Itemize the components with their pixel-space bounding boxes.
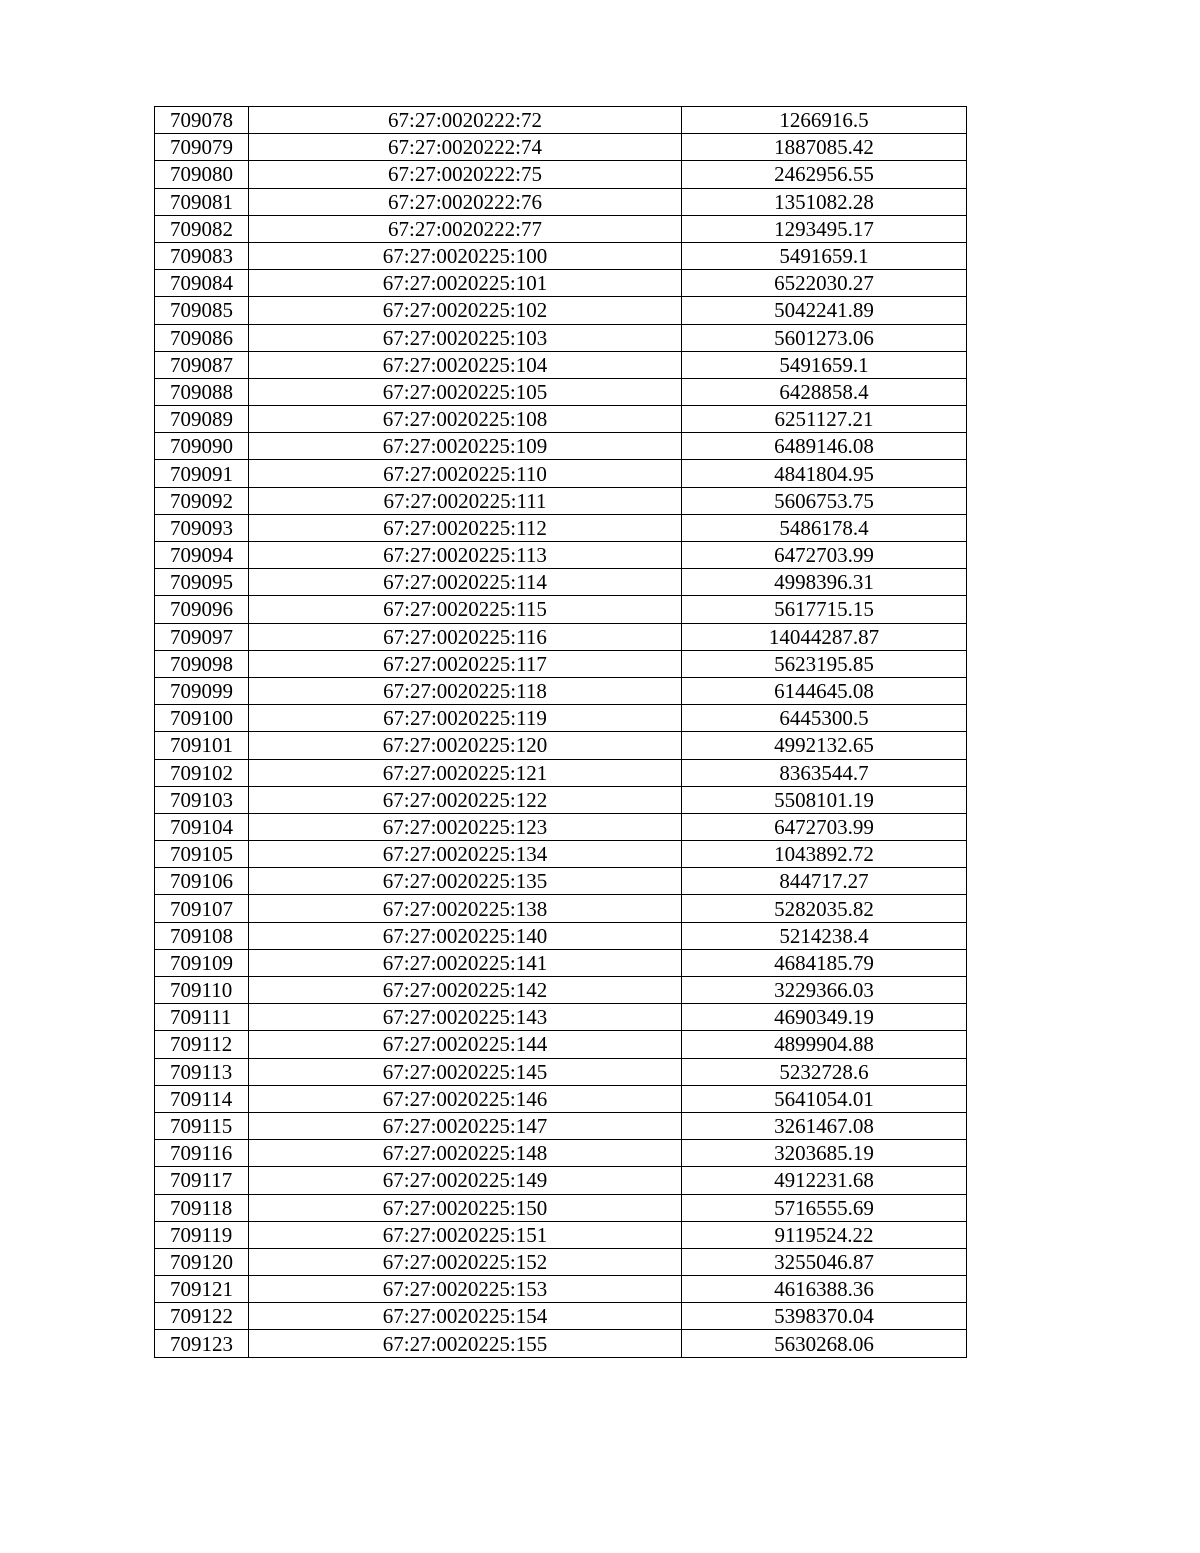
value-cell: 1887085.42 [682, 134, 967, 161]
table-row [155, 732, 967, 759]
cadastral-number-cell: 67:27:0020225:140 [249, 922, 682, 949]
table-row [155, 378, 967, 405]
row-number-cell: 709113 [155, 1058, 249, 1085]
cadastral-number-cell: 67:27:0020222:74 [249, 134, 682, 161]
table-row [155, 215, 967, 242]
row-number-cell: 709115 [155, 1112, 249, 1139]
table-row [155, 134, 967, 161]
table-row [155, 460, 967, 487]
cadastral-number-cell: 67:27:0020225:120 [249, 732, 682, 759]
cadastral-number-cell: 67:27:0020225:142 [249, 977, 682, 1004]
cadastral-number-cell: 67:27:0020225:147 [249, 1112, 682, 1139]
value-cell: 2462956.55 [682, 161, 967, 188]
table-row [155, 1112, 967, 1139]
cadastral-number-cell: 67:27:0020225:134 [249, 841, 682, 868]
row-number-cell: 709081 [155, 188, 249, 215]
table-row [155, 1058, 967, 1085]
value-cell: 3203685.19 [682, 1140, 967, 1167]
row-number-cell: 709116 [155, 1140, 249, 1167]
row-number-cell: 709098 [155, 650, 249, 677]
row-number-cell: 709100 [155, 705, 249, 732]
table-row [155, 1004, 967, 1031]
cadastral-number-cell: 67:27:0020225:114 [249, 569, 682, 596]
value-cell: 1043892.72 [682, 841, 967, 868]
cadastral-number-cell: 67:27:0020225:118 [249, 677, 682, 704]
cadastral-number-cell: 67:27:0020225:110 [249, 460, 682, 487]
row-number-cell: 709107 [155, 895, 249, 922]
row-number-cell: 709119 [155, 1221, 249, 1248]
table-row [155, 1248, 967, 1275]
table-row [155, 1276, 967, 1303]
cadastral-number-cell: 67:27:0020225:149 [249, 1167, 682, 1194]
cadastral-number-cell: 67:27:0020222:75 [249, 161, 682, 188]
table-row [155, 922, 967, 949]
value-cell: 4616388.36 [682, 1276, 967, 1303]
value-cell: 4912231.68 [682, 1167, 967, 1194]
row-number-cell: 709096 [155, 596, 249, 623]
cadastral-number-cell: 67:27:0020225:144 [249, 1031, 682, 1058]
cadastral-number-cell: 67:27:0020225:112 [249, 514, 682, 541]
value-cell: 4992132.65 [682, 732, 967, 759]
cadastral-number-cell: 67:27:0020225:104 [249, 351, 682, 378]
row-number-cell: 709088 [155, 378, 249, 405]
table-row [155, 895, 967, 922]
value-cell: 844717.27 [682, 868, 967, 895]
row-number-cell: 709086 [155, 324, 249, 351]
table-row [155, 596, 967, 623]
value-cell: 5232728.6 [682, 1058, 967, 1085]
row-number-cell: 709108 [155, 922, 249, 949]
row-number-cell: 709085 [155, 297, 249, 324]
value-cell: 5606753.75 [682, 487, 967, 514]
table-row [155, 542, 967, 569]
value-cell: 4841804.95 [682, 460, 967, 487]
table-row [155, 977, 967, 1004]
table-row [155, 514, 967, 541]
cadastral-number-cell: 67:27:0020225:117 [249, 650, 682, 677]
cadastral-number-cell: 67:27:0020225:105 [249, 378, 682, 405]
value-cell: 4998396.31 [682, 569, 967, 596]
row-number-cell: 709102 [155, 759, 249, 786]
row-number-cell: 709103 [155, 786, 249, 813]
value-cell: 8363544.7 [682, 759, 967, 786]
cadastral-number-cell: 67:27:0020225:101 [249, 270, 682, 297]
value-cell: 6445300.5 [682, 705, 967, 732]
table-row [155, 324, 967, 351]
cadastral-number-cell: 67:27:0020225:122 [249, 786, 682, 813]
table-row [155, 759, 967, 786]
value-cell: 3261467.08 [682, 1112, 967, 1139]
cadastral-number-cell: 67:27:0020222:72 [249, 107, 682, 134]
row-number-cell: 709097 [155, 623, 249, 650]
table-row [155, 433, 967, 460]
cadastral-number-cell: 67:27:0020225:109 [249, 433, 682, 460]
table-row [155, 1085, 967, 1112]
value-cell: 5617715.15 [682, 596, 967, 623]
table-row [155, 107, 967, 134]
value-cell: 3229366.03 [682, 977, 967, 1004]
table-row [155, 841, 967, 868]
cadastral-number-cell: 67:27:0020225:100 [249, 242, 682, 269]
row-number-cell: 709080 [155, 161, 249, 188]
value-cell: 6144645.08 [682, 677, 967, 704]
table-body [155, 107, 967, 1358]
row-number-cell: 709089 [155, 406, 249, 433]
cadastral-number-cell: 67:27:0020225:103 [249, 324, 682, 351]
value-cell: 5486178.4 [682, 514, 967, 541]
row-number-cell: 709120 [155, 1248, 249, 1275]
value-cell: 6472703.99 [682, 813, 967, 840]
cadastral-number-cell: 67:27:0020222:77 [249, 215, 682, 242]
value-cell: 5282035.82 [682, 895, 967, 922]
cadastral-number-cell: 67:27:0020222:76 [249, 188, 682, 215]
row-number-cell: 709114 [155, 1085, 249, 1112]
value-cell: 5601273.06 [682, 324, 967, 351]
value-cell: 1266916.5 [682, 107, 967, 134]
value-cell: 5398370.04 [682, 1303, 967, 1330]
table-row [155, 1221, 967, 1248]
value-cell: 4690349.19 [682, 1004, 967, 1031]
cadastral-number-cell: 67:27:0020225:138 [249, 895, 682, 922]
value-cell: 5491659.1 [682, 242, 967, 269]
row-number-cell: 709118 [155, 1194, 249, 1221]
row-number-cell: 709078 [155, 107, 249, 134]
table-row [155, 569, 967, 596]
value-cell: 5630268.06 [682, 1330, 967, 1357]
row-number-cell: 709079 [155, 134, 249, 161]
table-row [155, 1303, 967, 1330]
table-row [155, 623, 967, 650]
value-cell: 6489146.08 [682, 433, 967, 460]
cadastral-number-cell: 67:27:0020225:113 [249, 542, 682, 569]
value-cell: 6251127.21 [682, 406, 967, 433]
value-cell: 4899904.88 [682, 1031, 967, 1058]
table-row [155, 1167, 967, 1194]
table-row [155, 1140, 967, 1167]
table-row [155, 705, 967, 732]
row-number-cell: 709123 [155, 1330, 249, 1357]
row-number-cell: 709084 [155, 270, 249, 297]
table-row [155, 786, 967, 813]
cadastral-number-cell: 67:27:0020225:116 [249, 623, 682, 650]
cadastral-number-cell: 67:27:0020225:155 [249, 1330, 682, 1357]
value-cell: 5491659.1 [682, 351, 967, 378]
value-cell: 5214238.4 [682, 922, 967, 949]
row-number-cell: 709101 [155, 732, 249, 759]
row-number-cell: 709110 [155, 977, 249, 1004]
table-row [155, 949, 967, 976]
table-row [155, 351, 967, 378]
table-row [155, 868, 967, 895]
cadastral-number-cell: 67:27:0020225:119 [249, 705, 682, 732]
value-cell: 5508101.19 [682, 786, 967, 813]
row-number-cell: 709104 [155, 813, 249, 840]
row-number-cell: 709094 [155, 542, 249, 569]
row-number-cell: 709095 [155, 569, 249, 596]
value-cell: 14044287.87 [682, 623, 967, 650]
cadastral-number-cell: 67:27:0020225:153 [249, 1276, 682, 1303]
row-number-cell: 709117 [155, 1167, 249, 1194]
data-table [154, 106, 967, 1358]
table-row [155, 1330, 967, 1357]
row-number-cell: 709121 [155, 1276, 249, 1303]
cadastral-number-cell: 67:27:0020225:151 [249, 1221, 682, 1248]
row-number-cell: 709122 [155, 1303, 249, 1330]
cadastral-number-cell: 67:27:0020225:123 [249, 813, 682, 840]
value-cell: 4684185.79 [682, 949, 967, 976]
cadastral-number-cell: 67:27:0020225:108 [249, 406, 682, 433]
table-row [155, 188, 967, 215]
cadastral-number-cell: 67:27:0020225:148 [249, 1140, 682, 1167]
value-cell: 3255046.87 [682, 1248, 967, 1275]
value-cell: 9119524.22 [682, 1221, 967, 1248]
table-row [155, 406, 967, 433]
row-number-cell: 709090 [155, 433, 249, 460]
table-row [155, 650, 967, 677]
table-row [155, 1031, 967, 1058]
value-cell: 1351082.28 [682, 188, 967, 215]
table-row [155, 270, 967, 297]
row-number-cell: 709082 [155, 215, 249, 242]
table-row [155, 297, 967, 324]
cadastral-number-cell: 67:27:0020225:115 [249, 596, 682, 623]
table-row [155, 813, 967, 840]
cadastral-number-cell: 67:27:0020225:102 [249, 297, 682, 324]
row-number-cell: 709111 [155, 1004, 249, 1031]
cadastral-number-cell: 67:27:0020225:135 [249, 868, 682, 895]
row-number-cell: 709109 [155, 949, 249, 976]
row-number-cell: 709093 [155, 514, 249, 541]
value-cell: 5716555.69 [682, 1194, 967, 1221]
cadastral-number-cell: 67:27:0020225:141 [249, 949, 682, 976]
cadastral-number-cell: 67:27:0020225:150 [249, 1194, 682, 1221]
row-number-cell: 709099 [155, 677, 249, 704]
table-row [155, 242, 967, 269]
row-number-cell: 709112 [155, 1031, 249, 1058]
table-row [155, 487, 967, 514]
cadastral-number-cell: 67:27:0020225:145 [249, 1058, 682, 1085]
value-cell: 5042241.89 [682, 297, 967, 324]
value-cell: 1293495.17 [682, 215, 967, 242]
row-number-cell: 709091 [155, 460, 249, 487]
row-number-cell: 709106 [155, 868, 249, 895]
cadastral-number-cell: 67:27:0020225:154 [249, 1303, 682, 1330]
cadastral-number-cell: 67:27:0020225:143 [249, 1004, 682, 1031]
value-cell: 6472703.99 [682, 542, 967, 569]
value-cell: 5623195.85 [682, 650, 967, 677]
row-number-cell: 709105 [155, 841, 249, 868]
value-cell: 6428858.4 [682, 378, 967, 405]
row-number-cell: 709092 [155, 487, 249, 514]
cadastral-number-cell: 67:27:0020225:121 [249, 759, 682, 786]
value-cell: 6522030.27 [682, 270, 967, 297]
row-number-cell: 709087 [155, 351, 249, 378]
table-row [155, 677, 967, 704]
cadastral-number-cell: 67:27:0020225:146 [249, 1085, 682, 1112]
value-cell: 5641054.01 [682, 1085, 967, 1112]
cadastral-number-cell: 67:27:0020225:152 [249, 1248, 682, 1275]
table-row [155, 161, 967, 188]
table-row [155, 1194, 967, 1221]
row-number-cell: 709083 [155, 242, 249, 269]
cadastral-number-cell: 67:27:0020225:111 [249, 487, 682, 514]
